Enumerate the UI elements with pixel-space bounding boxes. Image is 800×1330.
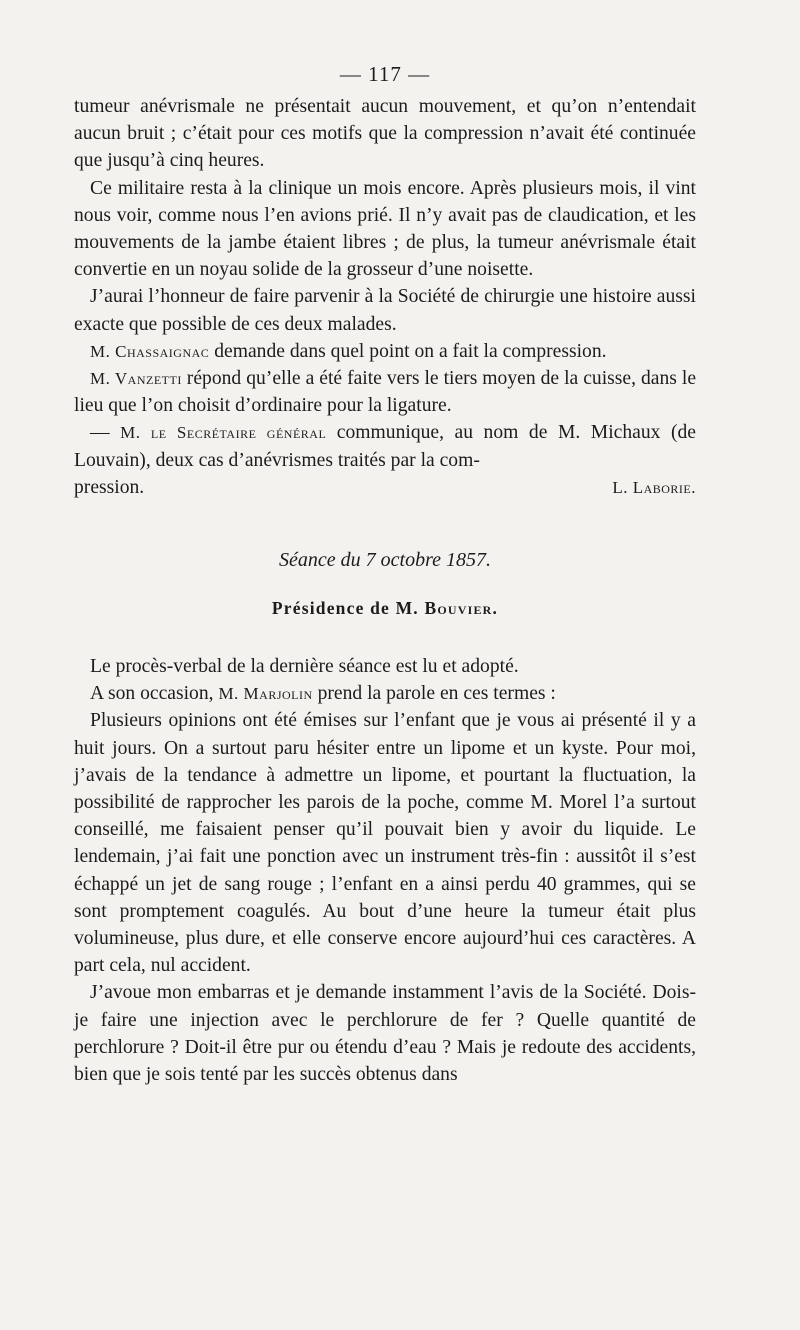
speaker-name: M. Marjolin <box>218 684 313 704</box>
speaker-name: M. Vanzetti <box>90 369 182 389</box>
paragraph <box>74 680 696 707</box>
speaker-name: M. Chassaignac <box>90 341 210 361</box>
signature-line <box>74 474 696 501</box>
paragraph-text: A son occasion, <box>90 683 219 705</box>
paragraph <box>74 338 696 365</box>
spacer <box>74 501 696 549</box>
paragraph-text: pression. <box>74 476 145 498</box>
paragraph-text: demande dans quel point on a fait la compression. <box>209 340 607 362</box>
paragraph: J’avoue mon embarras et je demande instamment l’avis de la Société. Dois-je faire une injection avec le perchlorure de fer ? Quelle quantité de perchlorure ? Doit-il être pur ou étendu d’eau ? Mais je redoute des accidents, bien que je sois tenté par les succès obtenus dans <box>74 982 696 1086</box>
paragraph: Ce militaire resta à la clinique un mois encore. Après plusieurs mois, il vint nous voir, comme nous l’en avions prié. Il n’y avait pas de claudication, et les mouvements de la jambe étaient libres ; de plus, la tumeur anévrismale était convertie en un noyau solide de la grosseur d’une noisette. <box>74 177 696 281</box>
paragraph <box>74 419 696 473</box>
paragraph: Plusieurs opinions ont été émises sur l’enfant que je vous ai présenté il y a huit jours. On a surtout paru hésiter entre un lipome et un kyste. Pour moi, j’avais de la tendance à admettre un lipome, et pourtant la fluctuation, la possibilité de rapprocher les parois de la poche, comme M. Morel l’a surtout conseillé, me faisaient penser qu’il pouvait bien y avoir du liquide. Le lendemain, j’ai fait une ponction avec un instrument très-fin : aussitôt il s’est échappé un jet de sang rouge ; l’enfant en a ainsi perdu 40 grammes, qui se sont promptement coagulés. Au bout d’une heure la tumeur était plus volumineuse, plus dure, et elle conserve encore aujourd’hui ces caractères. A part cela, nul accident. <box>74 710 696 977</box>
paragraph-text: prend la parole en ces termes : <box>312 683 556 705</box>
dash: — <box>90 422 121 444</box>
presidence-line <box>74 598 696 619</box>
signature: L. Laborie. <box>612 477 696 497</box>
paragraph: tumeur anévrismale ne présentait aucun mouvement, et qu’on n’entendait aucun bruit ; c’était pour ces motifs que la compression n’avait été continuée que jusqu’à cinq heures. <box>74 96 696 172</box>
speaker-name: M. le Secrétaire général <box>120 423 327 443</box>
paragraph: J’aurai l’honneur de faire parvenir à la Société de chirurgie une histoire aussi exacte que possible de ces deux malades. <box>74 286 696 335</box>
paragraph <box>74 365 696 419</box>
presidence-label: Présidence de <box>271 598 396 619</box>
paragraph-text: répond qu’elle a été faite vers le tiers moyen de la cuisse, dans le lieu que l’on choisit d’ordinaire pour la ligature. <box>74 368 697 417</box>
session-title: Séance du 7 octobre 1857. <box>279 549 491 572</box>
paragraph: Le procès-verbal de la dernière séance est lu et adopté. <box>90 656 519 678</box>
president-name: M. Bouvier. <box>395 598 499 619</box>
paragraph-text: communique, au nom de M. Michaux (de Louvain), deux cas d’anévrismes traités par la com- <box>74 422 696 471</box>
page-number: — 117 — <box>339 62 431 86</box>
